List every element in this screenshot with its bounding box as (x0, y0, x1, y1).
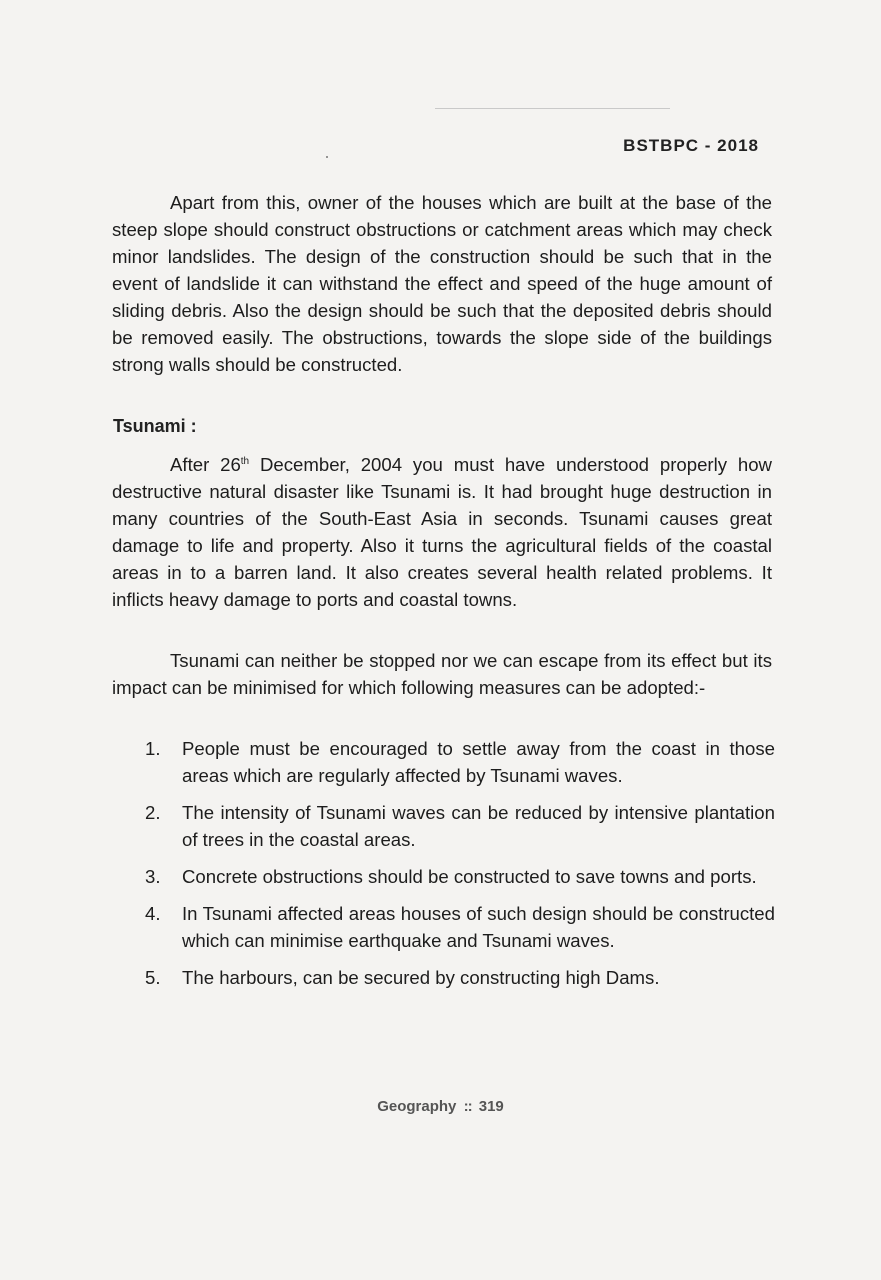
page-footer (0, 1098, 881, 1115)
scan-top-rule (435, 108, 670, 109)
document-code: BSTBPC - 2018 (623, 136, 759, 155)
scan-speck (326, 156, 328, 158)
measures-intro-paragraph: Tsunami can neither be stopped nor we can escape from its effect but its impact can be minimised for which following measures can be adopted:- (112, 650, 772, 698)
tsunami-paragraph (112, 451, 772, 613)
list-item-text: The harbours, can be secured by constructing high Dams. (182, 967, 660, 988)
footer-subject: Geography (377, 1098, 457, 1115)
paragraph-text: After 26 (170, 454, 241, 475)
paragraph-text: December, 2004 you must have understood properly how destructive natural disaster like Tsunami is. It had brought huge destruction in many countries of the South-East Asia in seconds. Tsunami causes great damage to life and property. Also it turns the agricultural fields of the coastal areas in to a barren land. It also creates several health related problems. It inflicts heavy damage to ports and coastal towns. (112, 454, 772, 610)
list-number: 1. (145, 738, 161, 759)
list-item-text: People must be encouraged to settle away from the coast in those areas which are regularly affected by Tsunami waves. (182, 738, 775, 786)
measures-list (145, 735, 775, 1001)
section-heading: Tsunami : (113, 416, 197, 436)
list-item (145, 799, 775, 853)
list-item-text: In Tsunami affected areas houses of such design should be constructed which can minimise earthquake and Tsunami waves. (182, 903, 775, 951)
list-item (145, 964, 775, 991)
ordinal-suffix: th (240, 455, 250, 467)
page-number: 319 (478, 1098, 504, 1115)
list-number: 2. (145, 802, 161, 823)
list-item (145, 735, 775, 789)
list-item-text: Concrete obstructions should be constructed to save towns and ports. (182, 866, 757, 887)
list-item-text: The intensity of Tsunami waves can be reduced by intensive plantation of trees in the coastal areas. (182, 802, 775, 850)
list-number: 4. (145, 903, 161, 924)
footer-separator: :: (463, 1098, 472, 1115)
list-item (145, 900, 775, 954)
list-number: 5. (145, 967, 161, 988)
intro-paragraph: Apart from this, owner of the houses which are built at the base of the steep slope should construct obstructions or catchment areas which may check minor landslides. The design of the construction should be such that in the event of landslide it can withstand the effect and speed of the huge amount of sliding debris. Also the design should be such that the deposited debris should be removed easily. The obstructions, towards the slope side of the buildings strong walls should be constructed. (112, 192, 772, 375)
list-number: 3. (145, 866, 161, 887)
list-item (145, 863, 775, 890)
